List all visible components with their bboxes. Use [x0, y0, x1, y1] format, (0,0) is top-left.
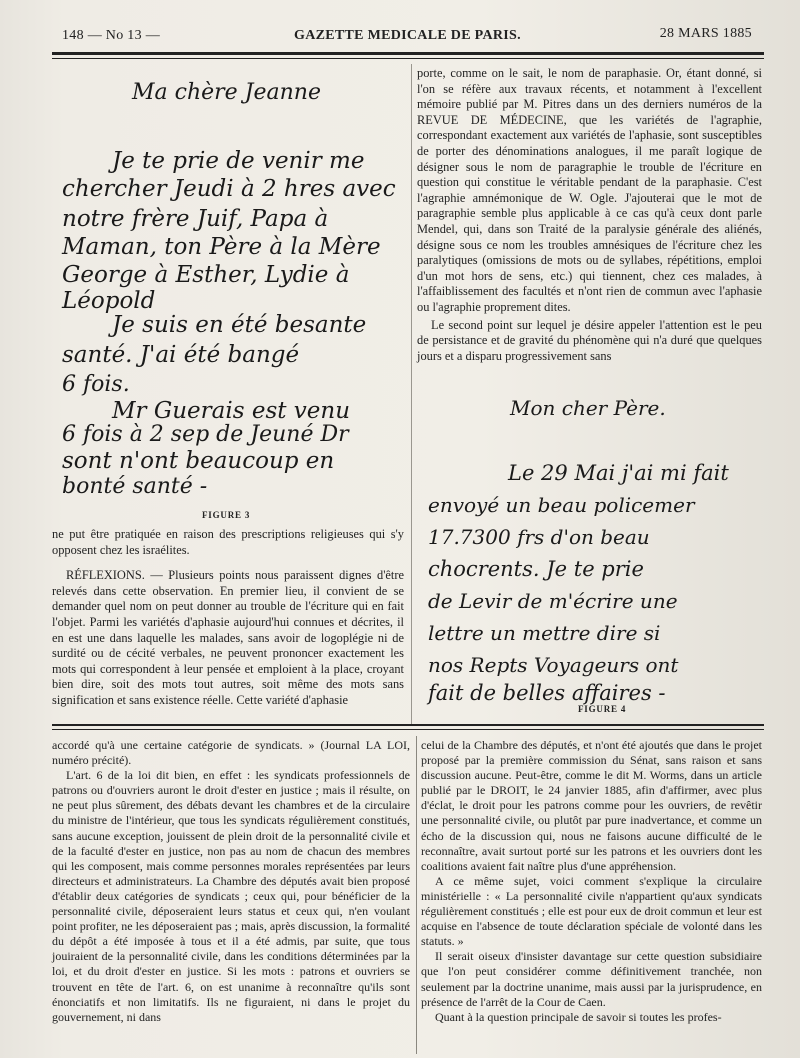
- paragraph: Il serait oiseux d'insister davantage sur cette question subsidiaire que l'on peut considérer comme définitivement tranchée, non seulement par la doctrine unanime, mais aussi par la jurisprudence, en présence de l'arrêt de la Cour de Caen.: [421, 949, 762, 1009]
- figure-3-caption: FIGURE 3: [202, 510, 251, 520]
- handwritten-line: 6 fois à 2 sep de Jeuné Dr: [62, 422, 349, 447]
- handwritten-line: Je te prie de venir me: [112, 148, 365, 174]
- bottom-left-column: [52, 738, 410, 1025]
- page-header: [62, 24, 752, 46]
- handwritten-line: Léopold: [62, 288, 156, 314]
- handwritten-line: Ma chère Jeanne: [132, 80, 321, 105]
- handwritten-line: santé. J'ai été bangé: [62, 342, 300, 368]
- column-divider: [416, 736, 417, 1054]
- paragraph: porte, comme on le sait, le nom de paraphasie. Or, étant donné, si l'on se réfère aux travaux récents, et notamment à l'excellent mémoire publié par M. Pitres dans un des derniers numéros de la REVUE DE MÉDECINE, que les variétés de l'agraphie, correspondant exactement aux variétés de l'aphasie, sont susceptibles de porter des dénominations analogues, il me paraît logique de désigner sous le nom de paragraphie le trouble de l'écriture en question qui constitue le véritable pendant de la paraphasie. C'est l'agraphie amnémonique de W. Ogle. J'ajouterai que le mot de paragraphie semble plus applicable à ce cas qu'à ceux dont parle Mendel, qui, dans son Traité de la paralysie générale des aliénés, désigne sous ce nom les troubles amnésiques de l'écriture chez les paralytiques (omissions de mots ou de syllabes, répétitions, emploi d'un mot hors de sens, etc.) qui tiennent, chez ces malades, à l'affaiblissement des facultés et n'ont rien de commun avec l'aphasie ou l'agraphie proprement dites.: [417, 66, 762, 314]
- column-divider: [411, 64, 412, 724]
- paragraph: Quant à la question principale de savoir si toutes les profes-: [435, 1009, 722, 1024]
- paragraph: [52, 568, 404, 708]
- handwritten-line: chercher Jeudi à 2 hres avec: [62, 176, 396, 202]
- header-rule-thin: [52, 58, 764, 59]
- right-column-text: [417, 66, 762, 364]
- paragraph: accordé qu'à une certaine catégorie de syndicats. » (Journal LA LOI, numéro précité).: [52, 738, 410, 768]
- section-rule-thin: [52, 729, 764, 730]
- bottom-right-column: [421, 738, 762, 1025]
- figure-4-caption: FIGURE 4: [578, 704, 627, 714]
- handwritten-line: de Levir de m'écrire une: [428, 589, 678, 613]
- handwritten-line: bonté santé -: [62, 474, 208, 499]
- reflexions-lead: RÉFLEXIONS.: [66, 568, 145, 583]
- handwritten-line: Mon cher Père.: [510, 396, 666, 420]
- issue-date: 28 MARS 1885: [659, 26, 752, 41]
- header-rule: [52, 52, 764, 55]
- handwritten-line: fait de belles affaires -: [428, 681, 666, 705]
- paragraph: ne put être pratiquée en raison des prescriptions religieuses qui s'y opposent chez les israélites.: [52, 527, 404, 557]
- handwritten-line: chocrents. Je te prie: [428, 557, 644, 581]
- paragraph-body: — Plusieurs points nous paraissent dignes d'être relevés dans cette observation. En premier lieu, il convient de se demander quel nom on peut donner au trouble de l'écriture qui en fait l'objet. Parmi les variétés d'aphasie aujourd'hui connues et décrites, il en est une dans laquelle les malades, sans avoir de logoplégie ni de surdité ou de cécité verbales, ne peuvent prononcer exactement les mots qui correspondent à leur pensée et emploient à la place, croyant bien dire, soit des mots tout autres, soit même des mots sans signification et sans existence réelle. Cette variété d'aphasie: [52, 568, 404, 707]
- handwritten-line: Le 29 Mai j'ai mi fait: [508, 461, 729, 485]
- handwritten-line: sont n'ont beaucoup en: [62, 448, 335, 474]
- page-number: 148 — No 13 —: [62, 28, 161, 43]
- handwritten-line: Maman, ton Père à la Mère: [62, 234, 381, 260]
- section-rule: [52, 724, 764, 726]
- handwritten-line: 17.7300 frs d'on beau: [428, 525, 650, 549]
- paragraph: L'art. 6 de la loi dit bien, en effet : les syndicats professionnels de patrons ou d'ouvriers auront le droit d'ester en justice ; mais il résulte, on ne peut plus sûrement, des débats devant les chambres et de la circulaire du ministre de l'intérieur, que tous les syndicats régulièrement constitués, sans aucune exception, jouissent de plein droit de la personnalité civile et de la faculté d'ester en justice, non pas au nom de chacun des membres qui les composent, mais comme personnes morales représentées par leurs directeurs et administrateurs. La Chambre des députés avait bien proposé d'établir deux catégories de syndicats ; ceux qui, pour bénéficier de la personnalité civile, déposeraient leurs status et ceux qui, n'en voulant point profiter, ne les déposeraient pas ; mais, après discussion, la formalité du dépôt a été imposée à tous et il a été admis, par suite, que tous jouiraient de la personnalité civile, dans les conditions déterminées par la loi, et du droit d'ester en justice. Si les mots : patrons et ouvriers se trouvent en tête de l'art. 6, on est unanime à reconnaître qu'ils sont énonciatifs et non limitatifs. Ils ne figuraient, ni dans le projet du gouvernement, ni dans: [52, 768, 410, 1024]
- handwritten-line: 6 fois.: [62, 372, 130, 397]
- handwritten-line: envoyé un beau policemer: [428, 493, 695, 517]
- handwritten-line: Mr Guerais est venu: [112, 398, 351, 424]
- handwritten-line: nos Repts Voyageurs ont: [428, 653, 679, 677]
- handwritten-line: lettre un mettre dire si: [428, 621, 661, 645]
- handwritten-line: George à Esther, Lydie à: [62, 262, 350, 288]
- paragraph: A ce même sujet, voici comment s'explique la circulaire ministérielle : « La personnalité civile n'appartient qu'aux syndicats régulièrement constitués ; elle est pour eux de droit commun et leur est acquise en l'absence de toute déclaration spéciale de volonté dans les statuts. »: [421, 873, 762, 949]
- journal-title: GAZETTE MEDICALE DE PARIS.: [294, 28, 521, 43]
- paragraph: celui de la Chambre des députés, et n'ont été ajoutés que dans le projet proposé par la première commission du Sénat, sans raison et sans discussion aucune. Peut-être, comme le dit M. Worms, dans un article publié par le DROIT, le 24 janvier 1885, afin d'affirmer, avec plus d'éclat, le droit pour les patrons comme pour les ouvriers, de revêtir une personnalité civile, ou plutôt par pure inadvertance, et comme un écho de la discussion qui, nous ne faisons aucune difficulté de le reconnaître, avait surtout porté sur les patrons et les ouvriers dont les coalitions avaient fait naître plus d'une appréhension.: [421, 738, 762, 873]
- left-column-text: [52, 527, 404, 709]
- paragraph: Le second point sur lequel je désire appeler l'attention est le peu de persistance et de gravité du phénomène qui n'a duré que quelques jours et a disparu progressivement sans: [417, 317, 762, 363]
- handwritten-line: notre frère Juif, Papa à: [62, 206, 329, 232]
- handwritten-line: Je suis en été besante: [112, 312, 367, 338]
